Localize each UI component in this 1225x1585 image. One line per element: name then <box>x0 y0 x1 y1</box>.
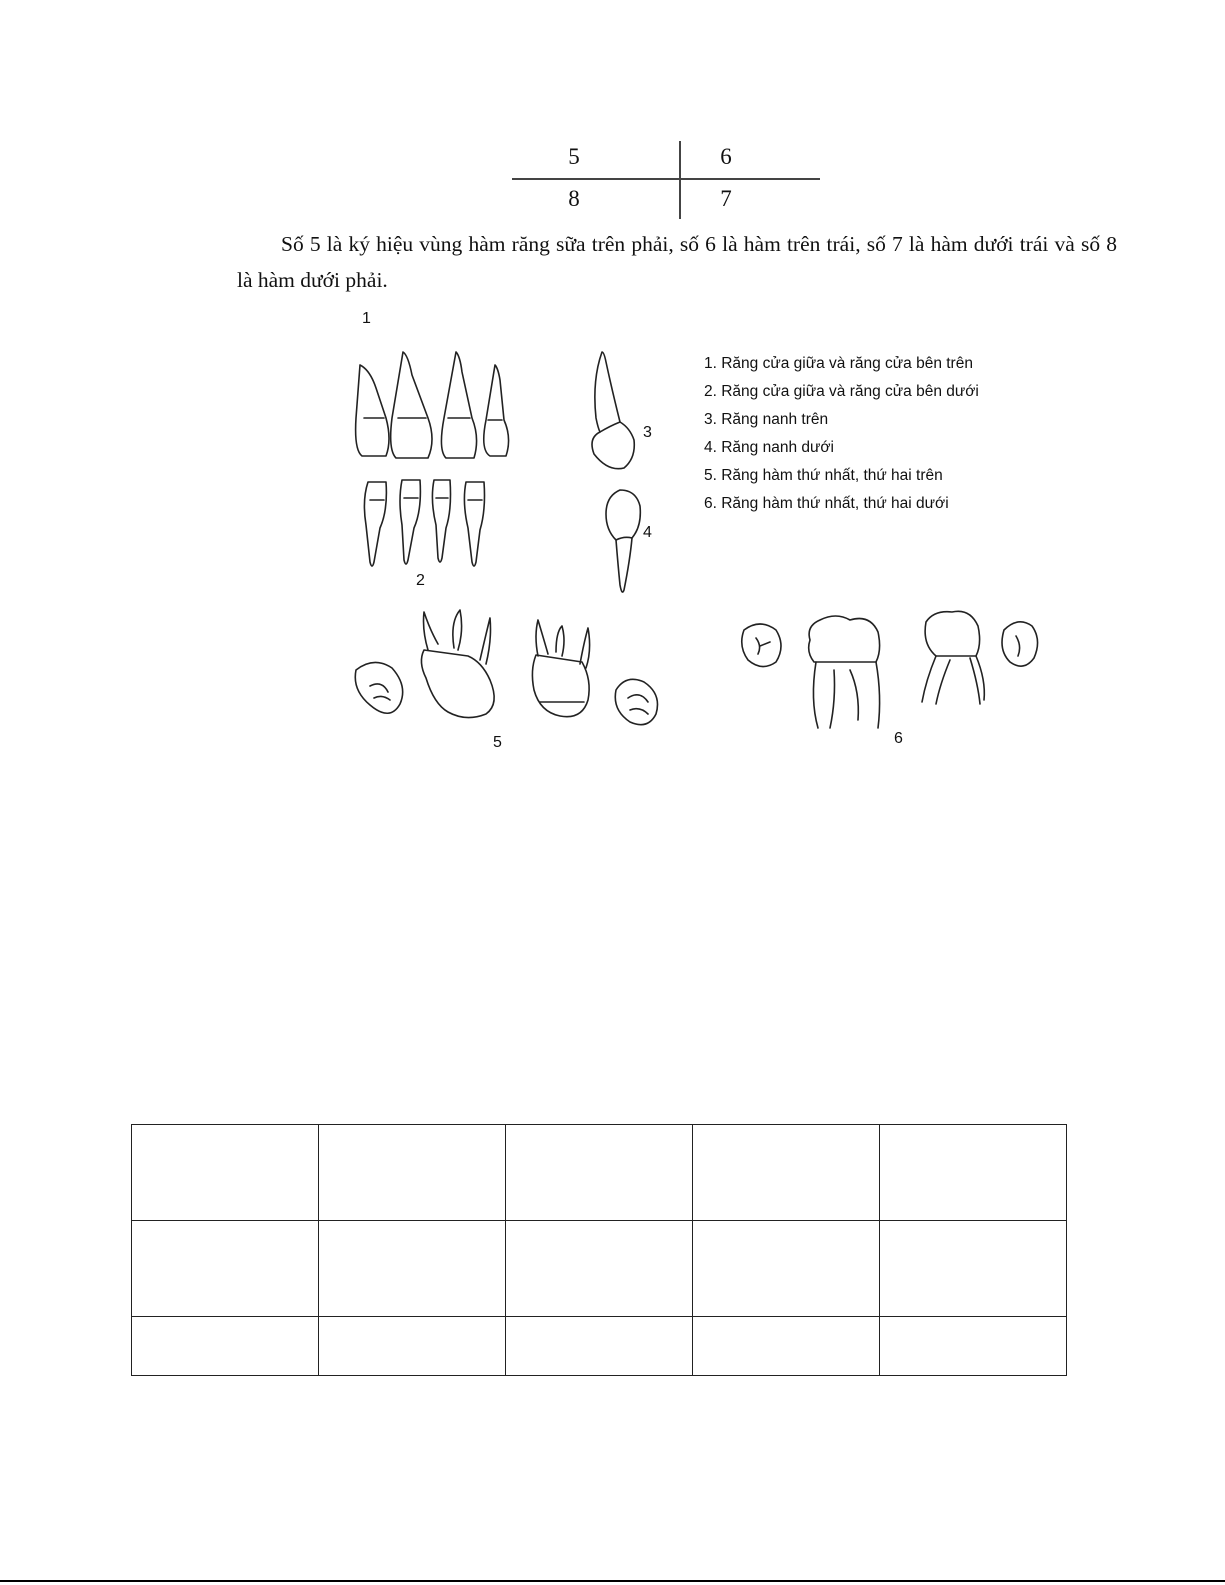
table-cell <box>693 1125 880 1221</box>
quadrant-vertical-line <box>679 141 681 219</box>
upper-molars-drawing <box>355 610 657 725</box>
quadrant-chart <box>512 138 820 220</box>
table-cell <box>319 1125 506 1221</box>
quadrant-8: 8 <box>568 186 580 211</box>
explanation-paragraph: Số 5 là ký hiệu vùng hàm răng sữa trên phải, số 6 là hàm trên trái, số 7 là hàm dưới trái và số 8 là hàm dưới phải. <box>237 232 1117 292</box>
table-row <box>132 1125 1067 1221</box>
table-cell <box>319 1317 506 1376</box>
upper-canine-drawing <box>592 352 634 469</box>
lower-incisors-drawing <box>364 480 484 566</box>
upper-incisors-drawing <box>356 352 509 458</box>
empty-table <box>131 1124 1067 1376</box>
table-cell <box>693 1221 880 1317</box>
table-cell <box>132 1221 319 1317</box>
table-cell <box>506 1125 693 1221</box>
table-cell <box>880 1221 1067 1317</box>
figure-label-1: 1 <box>362 310 371 327</box>
figure-label-6: 6 <box>894 730 903 747</box>
figure-label-3: 3 <box>643 424 652 441</box>
legend-item: 4. Răng nanh dưới <box>704 439 834 456</box>
figure-label-2: 2 <box>416 572 425 589</box>
table-cell <box>506 1317 693 1376</box>
legend-item: 3. Răng nanh trên <box>704 411 829 428</box>
legend-item: 2. Răng cửa giữa và răng cửa bên dưới <box>704 383 979 400</box>
table-cell <box>319 1221 506 1317</box>
figure-label-4: 4 <box>643 524 652 541</box>
table-cell <box>506 1221 693 1317</box>
table-cell <box>880 1125 1067 1221</box>
table-row <box>132 1221 1067 1317</box>
lower-canine-drawing <box>606 490 640 592</box>
lower-molars-drawing <box>742 611 1038 728</box>
quadrant-5: 5 <box>568 144 580 169</box>
table-cell <box>132 1317 319 1376</box>
legend-item: 5. Răng hàm thứ nhất, thứ hai trên <box>704 467 943 484</box>
legend-item: 1. Răng cửa giữa và răng cửa bên trên <box>704 355 973 372</box>
figure-label-5: 5 <box>493 734 502 751</box>
table-cell <box>132 1125 319 1221</box>
quadrant-6: 6 <box>720 144 732 169</box>
teeth-figure <box>330 300 1090 770</box>
page-bottom-rule <box>0 1580 1225 1582</box>
figure-legend <box>704 350 979 518</box>
table-row <box>132 1317 1067 1376</box>
quadrant-horizontal-line <box>512 178 820 180</box>
table-cell <box>693 1317 880 1376</box>
table-cell <box>880 1317 1067 1376</box>
legend-item: 6. Răng hàm thứ nhất, thứ hai dưới <box>704 495 949 512</box>
quadrant-7: 7 <box>720 186 732 211</box>
